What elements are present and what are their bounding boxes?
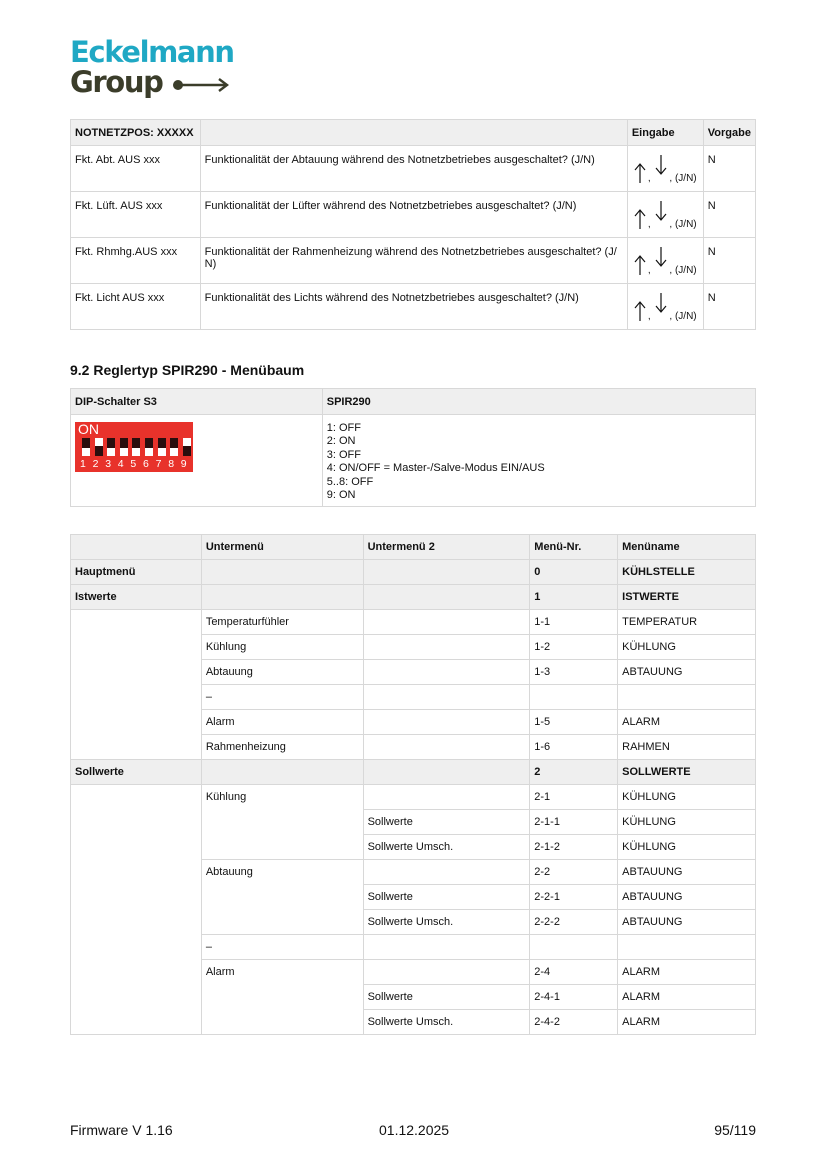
table-row (71, 560, 756, 585)
arrow-down-icon (653, 154, 669, 184)
table-row (71, 935, 756, 960)
dip-number-label: 5 (130, 458, 137, 470)
param-name: Fkt. Rhmhg.AUS xxx (71, 238, 201, 284)
menu-cell (71, 685, 202, 710)
untermenu-cell: Kühlung (201, 785, 363, 810)
untermenu-2-cell (363, 685, 530, 710)
menu-nr-cell: 2 (530, 760, 618, 785)
dip-switch-toggle (170, 438, 178, 456)
input-suffix: , (J/N) (669, 173, 697, 184)
arrow-down-icon (653, 200, 669, 230)
param-name: Fkt. Lüft. AUS xxx (71, 192, 201, 238)
untermenu-cell (201, 885, 363, 910)
menu-cell (71, 960, 202, 985)
table-row (71, 585, 756, 610)
untermenu-2-cell (363, 735, 530, 760)
dip-setting-line: 5..8: OFF (326, 475, 374, 488)
untermenu-cell: Alarm (201, 960, 363, 985)
menu-nr-cell: 2-1 (530, 785, 618, 810)
untermenu-2-cell (363, 610, 530, 635)
untermenu-cell: Abtauung (201, 660, 363, 685)
menuname-cell (618, 685, 756, 710)
untermenu-cell: Rahmenheizung (201, 735, 363, 760)
dip-switch-toggle (107, 438, 115, 456)
menu-nr-cell: 2-4-2 (530, 1010, 618, 1035)
header-description (200, 120, 627, 146)
menu-nr-cell: 2-4-1 (530, 985, 618, 1010)
menu-cell (71, 660, 202, 685)
table-row (71, 635, 756, 660)
logo-line-2: Group (70, 65, 163, 99)
table-row (71, 960, 756, 985)
untermenu-cell: Abtauung (201, 860, 363, 885)
arrow-up-icon (632, 200, 648, 230)
menu-nr-cell: 1 (530, 585, 618, 610)
dip-number-label: 4 (117, 458, 124, 470)
untermenu-2-cell (363, 660, 530, 685)
arrow-up-icon (632, 154, 648, 184)
untermenu-2-cell (363, 960, 530, 985)
header-menu (71, 535, 202, 560)
table-row (71, 192, 756, 238)
menuname-cell: ALARM (618, 710, 756, 735)
untermenu-cell (201, 985, 363, 1010)
table-row (71, 785, 756, 810)
menu-nr-cell (530, 935, 618, 960)
dip-switch-toggle (95, 438, 103, 456)
table-header-row (71, 120, 756, 146)
menu-cell: Hauptmenü (71, 560, 202, 585)
untermenu-2-cell (363, 585, 530, 610)
untermenu-cell (201, 910, 363, 935)
menuname-cell: ALARM (618, 985, 756, 1010)
section-heading: 9.2 Reglertyp SPIR290 - Menübaum (70, 362, 305, 378)
menuname-cell: TEMPERATUR (618, 610, 756, 635)
header-untermenu: Untermenü (201, 535, 363, 560)
table-row (71, 860, 756, 885)
param-description: Funktionalität des Lichts während des Notnetzbetriebes ausgeschaltet? (J/N) (200, 284, 627, 330)
menu-nr-cell: 1-5 (530, 710, 618, 735)
menu-nr-cell: 2-4 (530, 960, 618, 985)
dip-setting-line: 4: ON/OFF = Master-/Salve-Modus EIN/AUS (326, 462, 545, 475)
dip-on-label: ON (78, 421, 99, 437)
default-value: N (703, 284, 755, 330)
menu-nr-cell (530, 685, 618, 710)
dip-switch-toggle (145, 438, 153, 456)
menuname-cell: ABTAUUNG (618, 660, 756, 685)
untermenu-2-cell: Sollwerte Umsch. (363, 835, 530, 860)
dip-number-label: 9 (180, 458, 187, 470)
table-header-row (71, 535, 756, 560)
table-row (71, 735, 756, 760)
arrow-up-icon (632, 246, 648, 276)
arrow-down-icon (653, 292, 669, 322)
menuname-cell: ALARM (618, 1010, 756, 1035)
default-value: N (703, 146, 755, 192)
menu-nr-cell: 1-6 (530, 735, 618, 760)
table-row (71, 810, 756, 835)
menu-cell (71, 985, 202, 1010)
param-description: Funktionalität der Rahmenheizung während des Notnetzbetriebes ausgeschaltet? (J/ N) (200, 238, 627, 284)
dip-number-label: 3 (105, 458, 112, 470)
table-row (71, 660, 756, 685)
header-notnetzpos: NOTNETZPOS: XXXXX (71, 120, 201, 146)
untermenu-cell (201, 560, 363, 585)
header-dip-schalter: DIP-Schalter S3 (71, 389, 323, 415)
dip-switch-toggle (132, 438, 140, 456)
menuname-cell: RAHMEN (618, 735, 756, 760)
menu-cell (71, 835, 202, 860)
header-spir290: SPIR290 (322, 389, 755, 415)
footer-page-number: 95/119 (714, 1122, 756, 1138)
menuname-cell: KÜHLUNG (618, 835, 756, 860)
dip-switch-cell (71, 415, 323, 507)
header-untermenu-2: Untermenü 2 (363, 535, 530, 560)
menu-cell (71, 1010, 202, 1035)
menu-tree-table (70, 534, 756, 1035)
untermenu-2-cell (363, 760, 530, 785)
logo-arrow-icon (172, 67, 230, 97)
untermenu-cell (201, 760, 363, 785)
untermenu-2-cell: Sollwerte (363, 985, 530, 1010)
menuname-cell: ALARM (618, 960, 756, 985)
table-row (71, 1010, 756, 1035)
dip-switch-table (70, 388, 756, 507)
dip-switch-image (75, 422, 193, 472)
table-row (71, 835, 756, 860)
dip-switch-toggle (82, 438, 90, 456)
untermenu-cell: Kühlung (201, 635, 363, 660)
table-row (71, 910, 756, 935)
untermenu-2-cell (363, 860, 530, 885)
menu-cell (71, 885, 202, 910)
notnetz-parameter-table (70, 119, 756, 330)
dip-settings-list (322, 415, 755, 507)
menu-nr-cell: 1-3 (530, 660, 618, 685)
param-description: Funktionalität der Abtauung während des Notnetzbetriebes ausgeschaltet? (J/N) (200, 146, 627, 192)
menu-cell: Istwerte (71, 585, 202, 610)
param-name: Fkt. Licht AUS xxx (71, 284, 201, 330)
logo-line-1: Eckelmann (70, 35, 234, 69)
table-header-row (71, 389, 756, 415)
menu-nr-cell: 2-1-1 (530, 810, 618, 835)
header-vorgabe: Vorgabe (703, 120, 755, 146)
untermenu-2-cell (363, 635, 530, 660)
input-cell: , , (J/N) (627, 238, 703, 284)
menu-nr-cell: 0 (530, 560, 618, 585)
arrow-down-icon (653, 246, 669, 276)
menuname-cell: KÜHLUNG (618, 810, 756, 835)
untermenu-2-cell: Sollwerte Umsch. (363, 910, 530, 935)
menu-nr-cell: 2-2 (530, 860, 618, 885)
param-name: Fkt. Abt. AUS xxx (71, 146, 201, 192)
table-row (71, 885, 756, 910)
untermenu-cell (201, 1010, 363, 1035)
menu-cell (71, 610, 202, 635)
menuname-cell: ABTAUUNG (618, 885, 756, 910)
header-menu-nr: Menü-Nr. (530, 535, 618, 560)
untermenu-2-cell: Sollwerte Umsch. (363, 1010, 530, 1035)
menu-nr-cell: 2-1-2 (530, 835, 618, 860)
menu-cell (71, 635, 202, 660)
dip-setting-line: 3: OFF (326, 448, 361, 461)
dip-setting-line: 9: ON (326, 489, 356, 502)
footer-date: 01.12.2025 (379, 1122, 450, 1138)
untermenu-cell: Alarm (201, 710, 363, 735)
untermenu-cell: – (201, 935, 363, 960)
dip-number-label: 7 (155, 458, 162, 470)
menu-cell (71, 810, 202, 835)
input-suffix: , (J/N) (669, 311, 697, 322)
dip-setting-line: 2: ON (326, 435, 356, 448)
untermenu-cell: Temperaturfühler (201, 610, 363, 635)
menu-cell (71, 910, 202, 935)
menu-cell (71, 785, 202, 810)
menu-nr-cell: 1-2 (530, 635, 618, 660)
arrow-up-icon (632, 292, 648, 322)
menuname-cell (618, 935, 756, 960)
dip-switch-toggle (158, 438, 166, 456)
footer-firmware: Firmware V 1.16 (70, 1122, 173, 1138)
menuname-cell: KÜHLSTELLE (618, 560, 756, 585)
table-row (71, 685, 756, 710)
untermenu-2-cell (363, 710, 530, 735)
input-cell: , , (J/N) (627, 192, 703, 238)
input-suffix: , (J/N) (669, 219, 697, 230)
untermenu-2-cell: Sollwerte (363, 885, 530, 910)
menu-cell (71, 710, 202, 735)
menuname-cell: ABTAUUNG (618, 910, 756, 935)
dip-number-label: 6 (143, 458, 149, 470)
menuname-cell: ISTWERTE (618, 585, 756, 610)
untermenu-2-cell (363, 785, 530, 810)
input-cell: , , (J/N) (627, 284, 703, 330)
company-logo (70, 37, 234, 97)
untermenu-2-cell (363, 935, 530, 960)
table-row (71, 238, 756, 284)
header-eingabe: Eingabe (627, 120, 703, 146)
dip-switch-toggle (120, 438, 128, 456)
menuname-cell: ABTAUUNG (618, 860, 756, 885)
menuname-cell: SOLLWERTE (618, 760, 756, 785)
menu-cell: Sollwerte (71, 760, 202, 785)
table-row (71, 985, 756, 1010)
menu-nr-cell: 2-2-2 (530, 910, 618, 935)
table-row (71, 284, 756, 330)
dip-number-label: 1 (80, 458, 86, 470)
param-description: Funktionalität der Lüfter während des Notnetzbetriebes ausgeschaltet? (J/N) (200, 192, 627, 238)
dip-switch-toggle (183, 438, 191, 456)
untermenu-cell (201, 810, 363, 835)
untermenu-cell (201, 835, 363, 860)
table-row (71, 610, 756, 635)
input-cell: , , (J/N) (627, 146, 703, 192)
table-row (71, 146, 756, 192)
menu-nr-cell: 1-1 (530, 610, 618, 635)
menu-cell (71, 735, 202, 760)
input-suffix: , (J/N) (669, 265, 697, 276)
menu-cell (71, 935, 202, 960)
default-value: N (703, 238, 755, 284)
untermenu-2-cell (363, 560, 530, 585)
table-row (71, 710, 756, 735)
dip-number-label: 2 (92, 458, 99, 470)
header-menuname: Menüname (618, 535, 756, 560)
table-row (71, 760, 756, 785)
untermenu-cell: – (201, 685, 363, 710)
menu-nr-cell: 2-2-1 (530, 885, 618, 910)
untermenu-cell (201, 585, 363, 610)
dip-setting-line: 1: OFF (326, 422, 361, 434)
menu-cell (71, 860, 202, 885)
table-row (71, 415, 756, 507)
dip-number-label: 8 (168, 458, 175, 470)
default-value: N (703, 192, 755, 238)
menuname-cell: KÜHLUNG (618, 635, 756, 660)
untermenu-2-cell: Sollwerte (363, 810, 530, 835)
menuname-cell: KÜHLUNG (618, 785, 756, 810)
